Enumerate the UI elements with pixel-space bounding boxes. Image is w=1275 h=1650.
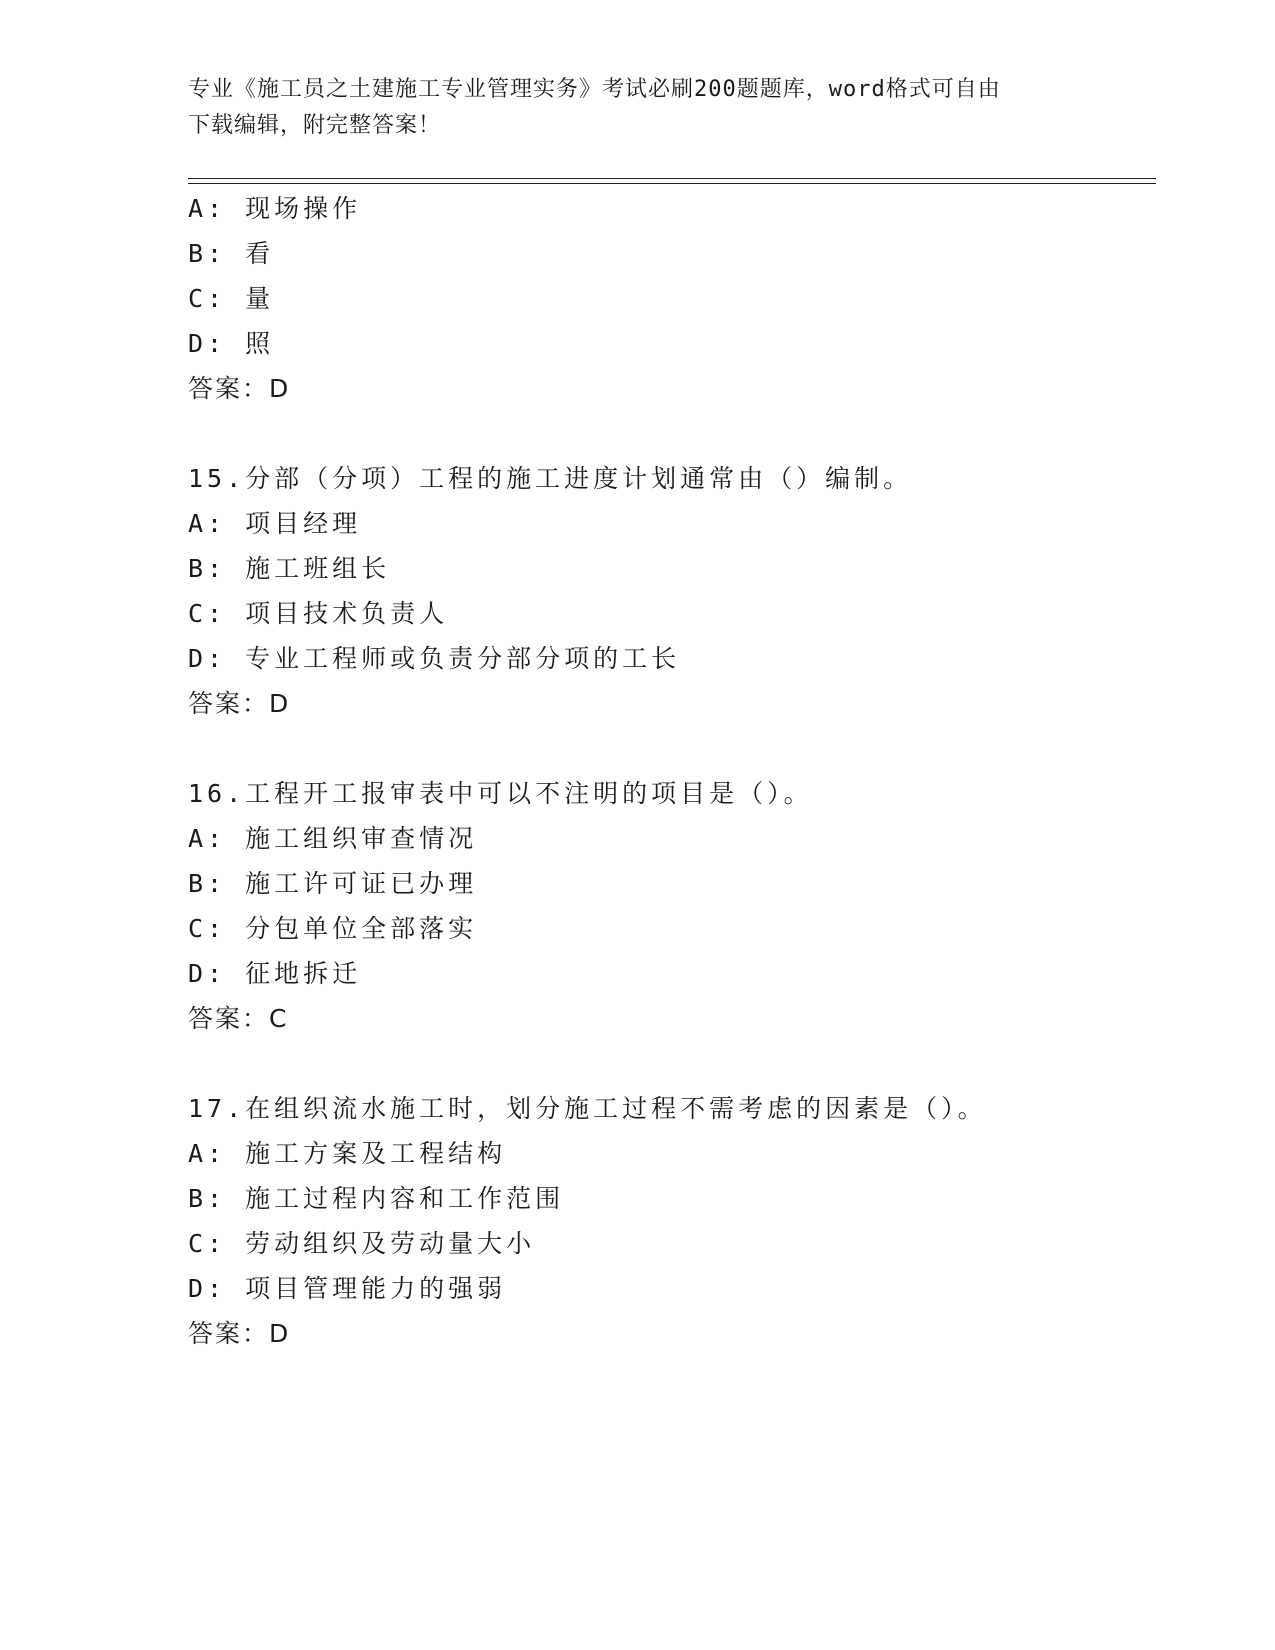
- q15-answer: 答案：D: [188, 689, 291, 718]
- header-line-1: 专业《施工员之土建施工专业管理实务》考试必刷200题题库，word格式可自由: [188, 77, 1001, 102]
- q16-stem: 16.工程开工报审表中可以不注明的项目是（）。: [188, 779, 813, 808]
- q17-option-b: B: 施工过程内容和工作范围: [188, 1184, 565, 1213]
- q17-option-c: C: 劳动组织及劳动量大小: [188, 1229, 536, 1258]
- q16-option-b: B: 施工许可证已办理: [188, 869, 478, 898]
- q14-option-c: C: 量: [188, 284, 275, 313]
- header-divider-bottom: [188, 183, 1156, 184]
- q16-option-c: C: 分包单位全部落实: [188, 914, 478, 943]
- document-header: [188, 72, 1088, 144]
- q15-option-c: C: 项目技术负责人: [188, 599, 449, 628]
- q14-option-d: D: 照: [188, 329, 275, 358]
- q17-option-d: D: 项目管理能力的强弱: [188, 1274, 507, 1303]
- header-divider-top: [188, 178, 1156, 179]
- q16-answer: 答案：C: [188, 1004, 289, 1033]
- q16-option-a: A: 施工组织审查情况: [188, 824, 478, 853]
- q17-option-a: A: 施工方案及工程结构: [188, 1139, 507, 1168]
- q14-option-b: B: 看: [188, 239, 275, 268]
- q14-option-a: A: 现场操作: [188, 194, 362, 223]
- header-line-2: 下载编辑，附完整答案！: [188, 113, 442, 138]
- q16-option-d: D: 征地拆迁: [188, 959, 362, 988]
- q17-stem: 17.在组织流水施工时，划分施工过程不需考虑的因素是（）。: [188, 1094, 987, 1123]
- q15-option-b: B: 施工班组长: [188, 554, 391, 583]
- q15-option-d: D: 专业工程师或负责分部分项的工长: [188, 644, 681, 673]
- q15-option-a: A: 项目经理: [188, 509, 362, 538]
- q14-answer: 答案：D: [188, 374, 291, 403]
- q17-answer: 答案：D: [188, 1319, 291, 1348]
- q15-stem: 15.分部（分项）工程的施工进度计划通常由（）编制。: [188, 464, 913, 493]
